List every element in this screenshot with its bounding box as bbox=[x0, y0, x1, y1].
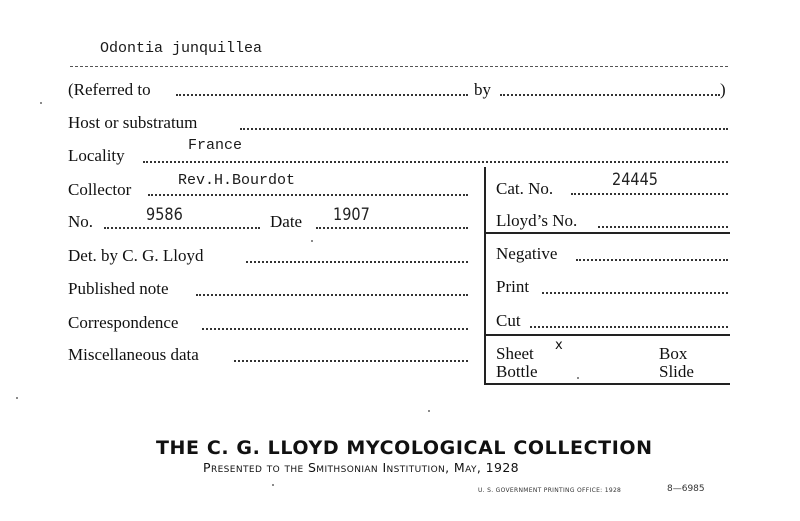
det-by-line bbox=[246, 261, 468, 263]
number-value: 9586 bbox=[146, 205, 183, 225]
locality-line bbox=[143, 161, 728, 163]
box-label: Box bbox=[659, 344, 688, 363]
bottle-label: Bottle bbox=[496, 362, 538, 381]
collector-label: Collector bbox=[68, 180, 132, 199]
catalog-box-left-border bbox=[484, 167, 486, 383]
date-label: Date bbox=[270, 212, 303, 231]
published-note-label: Published note bbox=[68, 279, 169, 298]
by-line bbox=[500, 94, 720, 96]
negative-label: Negative bbox=[496, 244, 558, 263]
correspondence-line bbox=[202, 328, 468, 330]
sheet-mark: x bbox=[555, 338, 563, 353]
scan-speck bbox=[16, 397, 18, 399]
print-line bbox=[542, 292, 728, 294]
host-line bbox=[240, 128, 728, 130]
collection-title: THE C. G. LLOYD MYCOLOGICAL COLLECTION bbox=[156, 437, 653, 459]
lloyds-no-label: Lloyd’s No. bbox=[496, 211, 578, 230]
number-line bbox=[104, 227, 260, 229]
locality-value: France bbox=[188, 137, 243, 154]
det-by-label: Det. by C. G. Lloyd bbox=[68, 246, 204, 265]
locality-label: Locality bbox=[68, 146, 125, 165]
lloyds-no-line bbox=[598, 226, 728, 228]
host-label: Host or substratum bbox=[68, 113, 198, 132]
close-paren: ) bbox=[720, 80, 726, 99]
slide-label: Slide bbox=[659, 362, 694, 381]
cut-line bbox=[530, 326, 728, 328]
print-label: Print bbox=[496, 277, 530, 296]
scan-speck bbox=[40, 102, 42, 104]
negative-line bbox=[576, 259, 728, 261]
catalog-box-bottom-border bbox=[484, 383, 730, 385]
date-line bbox=[316, 227, 468, 229]
no-label: No. bbox=[68, 212, 94, 231]
published-note-line bbox=[196, 294, 468, 296]
misc-data-label: Miscellaneous data bbox=[68, 345, 199, 364]
catalog-box-divider-top bbox=[484, 232, 730, 234]
misc-data-line bbox=[234, 360, 468, 362]
collection-subtitle: Presented to the Smithsonian Institution, May, 1928 bbox=[203, 460, 520, 475]
collector-value: Rev.H.Bourdot bbox=[178, 172, 296, 189]
scan-speck bbox=[577, 377, 579, 379]
specimen-name: Odontia junquillea bbox=[100, 40, 263, 57]
printer-imprint: U. S. GOVERNMENT PRINTING OFFICE: 1928 bbox=[478, 487, 622, 494]
by-label: by bbox=[474, 80, 491, 99]
cat-no-line bbox=[571, 193, 728, 195]
cut-label: Cut bbox=[496, 311, 521, 330]
cat-no-value: 24445 bbox=[612, 170, 658, 190]
scan-speck bbox=[272, 484, 274, 486]
referred-to-line bbox=[176, 94, 468, 96]
cat-no-label: Cat. No. bbox=[496, 179, 554, 198]
collector-line bbox=[148, 194, 468, 196]
form-code: 8—6985 bbox=[667, 484, 705, 494]
specimen-name-line bbox=[70, 66, 728, 67]
correspondence-label: Correspondence bbox=[68, 313, 179, 332]
catalog-box-divider-bottom bbox=[484, 334, 730, 336]
sheet-label: Sheet bbox=[496, 344, 534, 363]
scan-speck bbox=[311, 240, 313, 242]
scan-speck bbox=[428, 410, 430, 412]
date-value: 1907 bbox=[333, 205, 370, 225]
referred-to-label: (Referred to bbox=[68, 80, 151, 99]
